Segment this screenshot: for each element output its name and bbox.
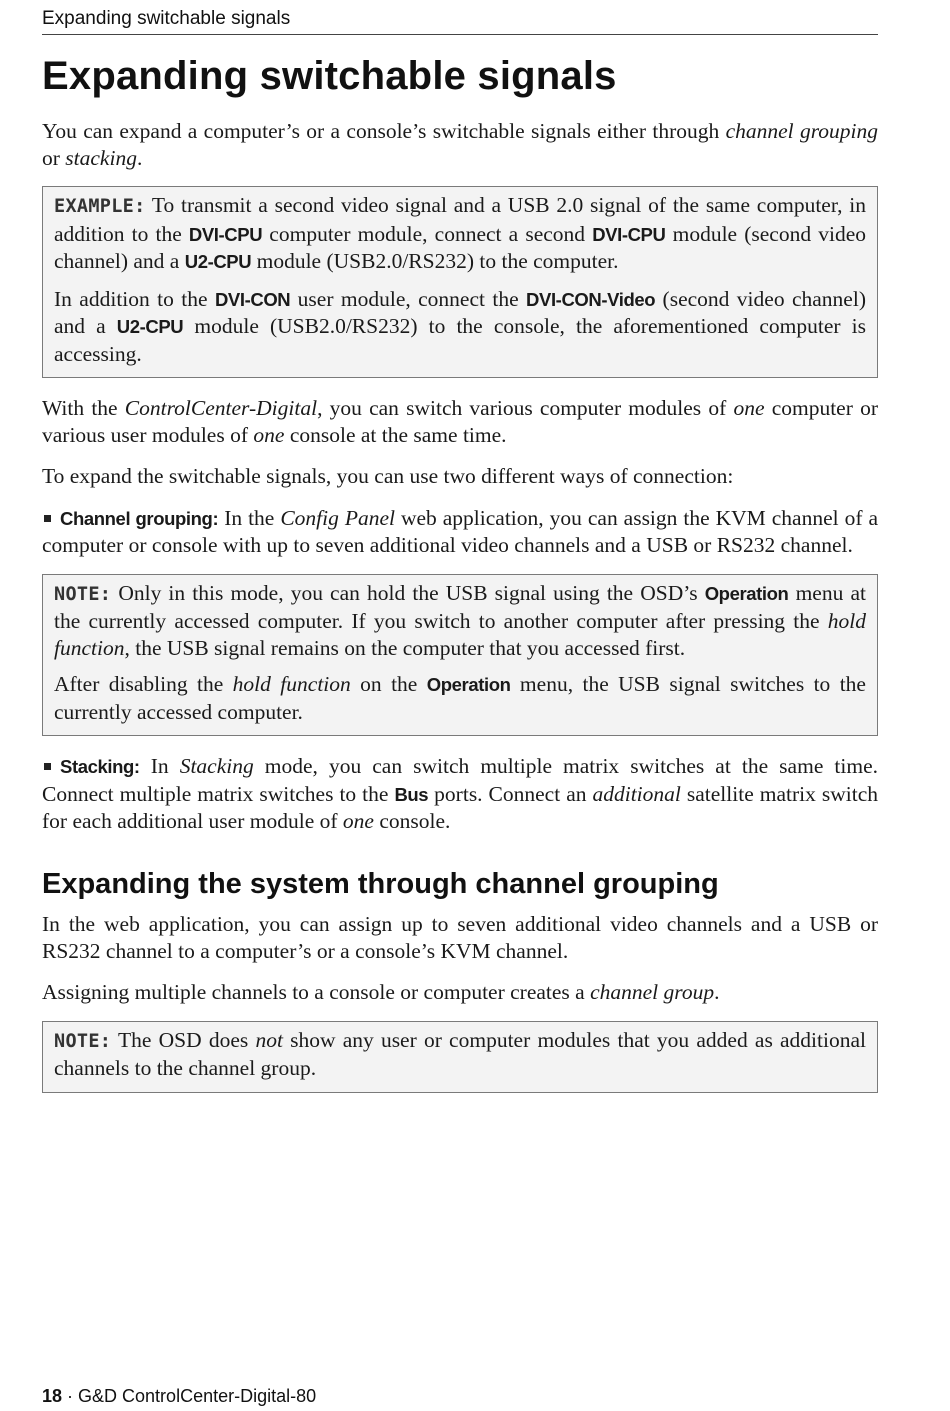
module-name: DVI-CON — [214, 288, 291, 310]
text: module (USB2.0/RS232) to the console, the aforementioned computer is accessing. — [54, 314, 866, 366]
emphasis: channel group — [590, 980, 715, 1004]
example-paragraph-2 — [54, 286, 866, 368]
port-name: Bus — [394, 783, 429, 805]
bullet-label: Stacking: — [60, 756, 140, 777]
text: (second video channel) and a — [54, 286, 866, 338]
text: or — [42, 145, 66, 170]
switch-paragraph — [42, 395, 878, 448]
text: Assigning multiple channels to a console or computer creates a — [42, 980, 591, 1004]
text: module (second video channel) and a — [54, 221, 867, 273]
text: console. — [373, 809, 451, 833]
bullet-label: Channel grouping: — [60, 507, 219, 529]
module-name: DVI-CPU — [188, 223, 263, 245]
text: After disabling the — [54, 672, 233, 696]
text: You can expand a computer’s or a console’s switchable signals either through — [42, 119, 726, 143]
text: menu, the USB signal switches to the currently accessed computer. — [54, 672, 866, 724]
emphasis: hold function — [54, 609, 866, 660]
note-paragraph-1 — [54, 580, 866, 662]
page-number: 18 — [42, 1386, 63, 1406]
emphasis: hold function — [232, 672, 351, 696]
emphasis: one — [342, 809, 374, 833]
running-head: Expanding switchable signals — [42, 8, 291, 29]
note-paragraph-2 — [54, 671, 866, 725]
header-rule — [42, 34, 878, 35]
menu-name: Operation — [704, 582, 789, 604]
text: , you can switch various computer modules of — [317, 396, 734, 420]
text: mode, you can switch multiple matrix switches at the same time. Connect multiple matrix switches to the — [42, 754, 878, 806]
ways-paragraph: To expand the switchable signals, you can use two different ways of connection: — [42, 464, 734, 488]
text: console at the same time. — [284, 422, 507, 447]
footer-doc-title: G&D ControlCenter-Digital-80 — [78, 1386, 317, 1406]
text: Only in this mode, you can hold the USB signal using the OSD’s — [111, 580, 705, 605]
assign-paragraph: In the web application, you can assign up to seven additional video channels and a USB or RS232 channel to a computer’s or a console’s KVM channel. — [42, 912, 878, 963]
bullet-channel-grouping — [42, 505, 878, 559]
example-paragraph-1 — [54, 192, 866, 276]
text: The OSD does — [111, 1027, 256, 1052]
text: satellite matrix switch for each additional user module of — [42, 781, 878, 833]
note-label: NOTE: — [54, 1030, 112, 1052]
emphasis: additional — [592, 781, 681, 806]
text: With the — [42, 396, 125, 420]
text: In addition to the — [54, 286, 215, 311]
text: In — [139, 754, 180, 778]
note-paragraph — [54, 1027, 866, 1082]
text: computer or various user modules of — [42, 396, 878, 447]
emphasis: not — [255, 1027, 283, 1052]
bullet-stacking — [42, 753, 878, 835]
example-box — [42, 186, 878, 378]
body-text — [42, 118, 878, 1110]
bullet-square-icon — [44, 515, 51, 522]
text: . — [714, 980, 720, 1004]
text: computer module, connect a second — [262, 221, 593, 246]
emphasis: ControlCenter-Digital — [124, 396, 318, 420]
text: on the — [350, 672, 427, 696]
group-paragraph — [42, 979, 878, 1006]
page-title: Expanding switchable signals — [42, 54, 617, 98]
menu-name: Operation — [426, 674, 511, 695]
example-label: EXAMPLE: — [54, 196, 146, 217]
note-box-osd — [42, 1021, 878, 1093]
text: To transmit a second video signal and a USB 2.0 signal of the same computer, in addition to the — [54, 193, 866, 246]
text: In the — [218, 505, 281, 530]
module-name: U2-CPU — [184, 251, 252, 272]
text: web application, you can assign the KVM channel of a computer or console with up to seven additional video channels and a USB or RS232 channel. — [42, 505, 879, 557]
text: ports. Connect an — [428, 781, 593, 806]
text: module (USB2.0/RS232) to the computer. — [251, 249, 619, 273]
emphasis: channel grouping — [725, 119, 878, 143]
note-box-hold-usb — [42, 574, 878, 737]
emphasis: one — [253, 422, 285, 447]
bullet-square-icon — [44, 763, 51, 770]
emphasis: Stacking — [179, 754, 254, 778]
module-name: DVI-CPU — [592, 223, 666, 245]
emphasis: stacking — [65, 145, 137, 170]
note-label: NOTE: — [54, 583, 112, 605]
text: . — [136, 145, 143, 170]
emphasis: Config Panel — [280, 505, 395, 530]
text: , the USB signal remains on the computer that you accessed first. — [124, 635, 686, 660]
text: menu at the currently accessed computer. If you switch to another computer after pressing the — [54, 580, 866, 633]
text: user module, connect the — [290, 286, 527, 311]
emphasis: one — [733, 396, 765, 420]
page-footer — [42, 1386, 316, 1407]
footer-separator: · — [62, 1386, 79, 1406]
intro-paragraph — [42, 118, 878, 171]
module-name: DVI-CON-Video — [526, 288, 656, 310]
module-name: U2-CPU — [116, 316, 184, 337]
text: show any user or computer modules that you added as additional channels to the channel group. — [54, 1027, 866, 1080]
section-title-channel-grouping: Expanding the system through channel grouping — [42, 867, 719, 900]
